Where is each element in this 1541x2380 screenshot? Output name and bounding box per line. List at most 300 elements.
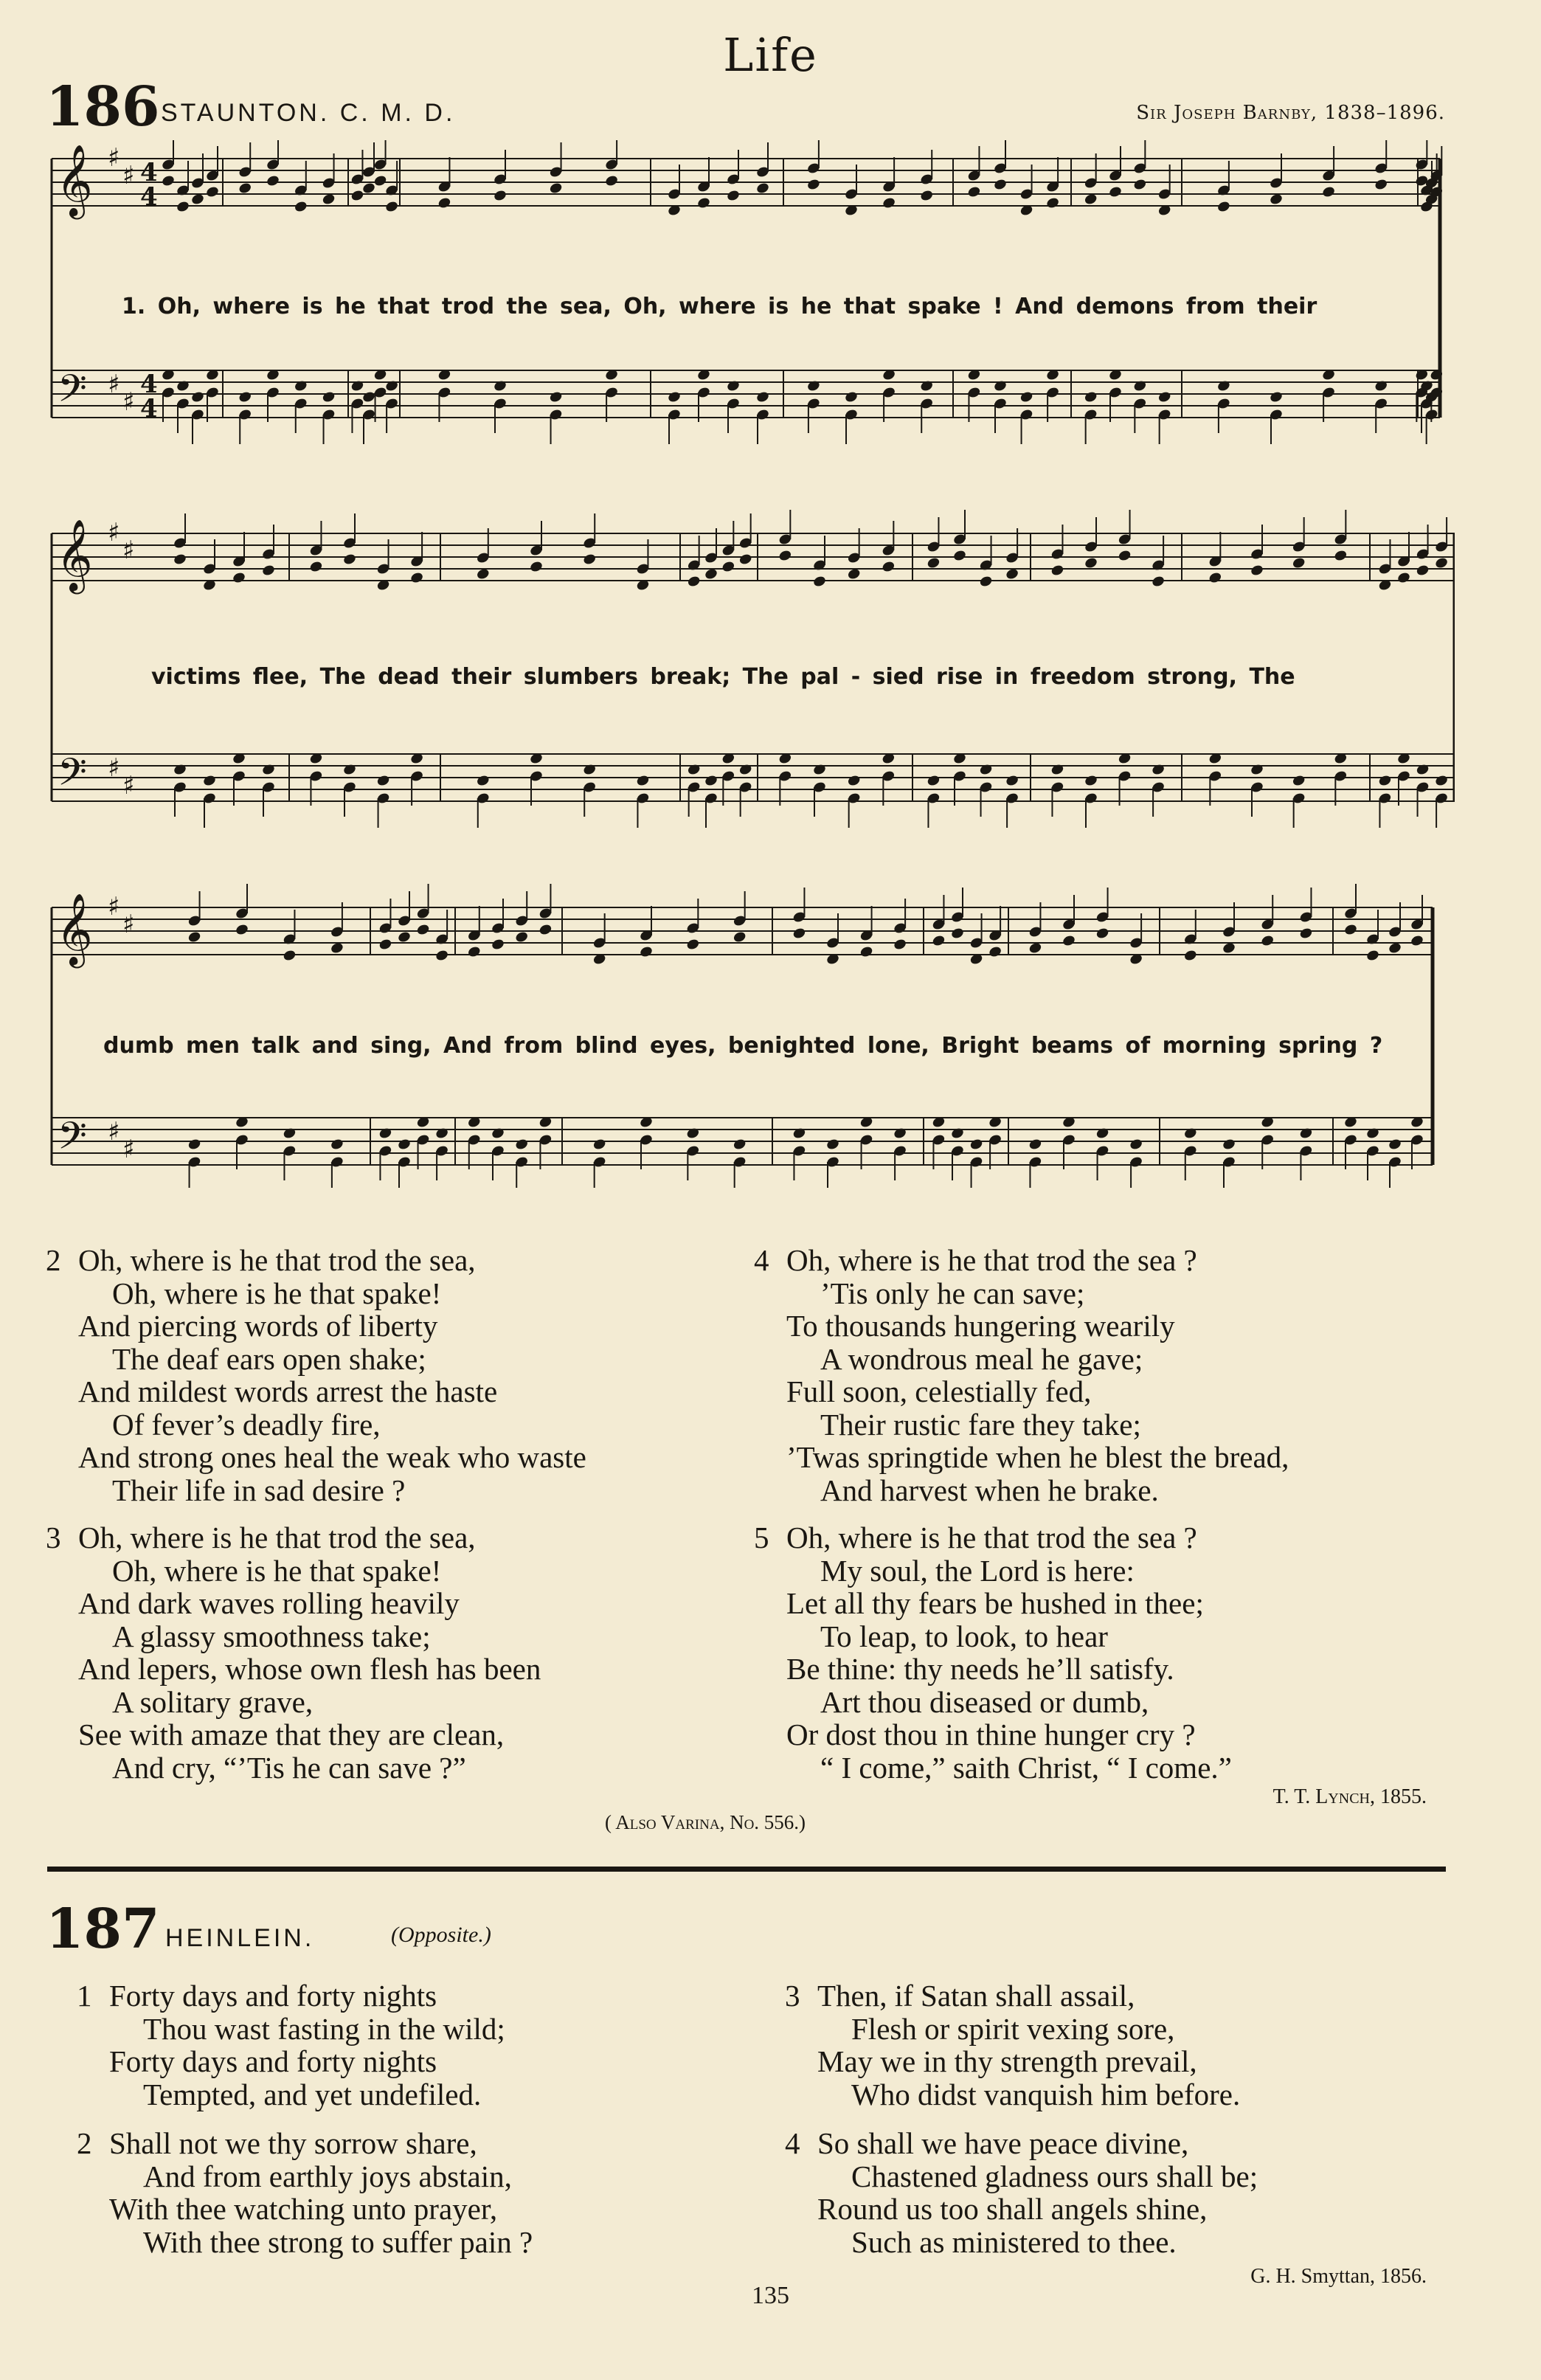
note-head [409, 571, 424, 584]
verse-line [754, 1620, 1289, 1653]
verse-line [754, 1474, 1289, 1507]
note-head [927, 556, 941, 570]
note-head [176, 200, 190, 213]
note-head [1019, 390, 1034, 404]
verse-text: Oh, where is he that spake! [112, 1276, 442, 1310]
note-head [778, 549, 793, 562]
note-head [1084, 556, 1098, 570]
note-head [932, 934, 946, 947]
note-head [529, 560, 544, 573]
note-head [1365, 1127, 1380, 1140]
time-sig-treble: 4 [140, 158, 158, 187]
note-head [733, 930, 747, 944]
note-head [1095, 1127, 1110, 1140]
verse-line [46, 1751, 586, 1785]
note-head [582, 553, 597, 566]
verse-line [77, 2193, 533, 2226]
note-head [493, 189, 508, 202]
verse-text: Oh, where is he that trod the sea, [78, 1521, 476, 1554]
note-head [825, 1138, 840, 1151]
note-head [283, 1127, 297, 1140]
note-head [378, 938, 393, 951]
note-head [514, 1138, 529, 1151]
note-head [979, 763, 994, 776]
sharp-sign: ♯ [122, 910, 135, 939]
note-head [361, 390, 376, 404]
sharp-sign: ♯ [108, 143, 120, 173]
verse-text: Their rustic fare they take; [820, 1407, 1141, 1442]
note-head [514, 930, 529, 944]
note-head [812, 575, 827, 588]
note-head [1269, 390, 1284, 404]
note-head [1416, 564, 1430, 577]
verse-line [754, 1718, 1289, 1751]
verse-line [754, 1244, 1289, 1277]
note-head [1157, 390, 1172, 404]
verse-text: Who didst vanquish him before. [851, 2077, 1241, 2111]
note-head [1084, 774, 1098, 787]
verse-line [77, 2078, 533, 2111]
note-head [1133, 178, 1148, 191]
verse-text: Of fever’s deadly fire, [112, 1407, 381, 1442]
note-head [190, 390, 205, 404]
verse-text: And harvest when he brake. [820, 1473, 1159, 1507]
note-head [639, 945, 654, 958]
note-head [549, 390, 564, 404]
note-head [238, 390, 252, 404]
also-tune-note: ( Also Varina, No. 556.) [605, 1811, 806, 1833]
verse-line [46, 1620, 586, 1653]
note-head [1416, 763, 1430, 776]
verse-line [785, 2013, 1258, 2046]
verse-line [754, 1408, 1289, 1442]
verse-text: Oh, where is he that trod the sea ? [786, 1243, 1197, 1277]
verse-line [46, 1474, 586, 1507]
verse-line [754, 1653, 1289, 1686]
note-head [437, 196, 452, 210]
verses-left-column [46, 1244, 586, 1784]
verse-text: And mildest words arrest the haste [78, 1374, 498, 1408]
verse-text: A solitary grave, [112, 1684, 314, 1719]
verse-line [46, 1310, 586, 1343]
note-head [1216, 379, 1231, 392]
verse-stanza [785, 2127, 1258, 2258]
note-head [1222, 1138, 1236, 1151]
note-head [202, 774, 217, 787]
note-head [397, 930, 412, 944]
verse-line [46, 1587, 586, 1620]
verse-text: And cry, “’Tis he can save ?” [112, 1750, 466, 1785]
verse-text: Round us too shall angels shine, [817, 2192, 1208, 2226]
note-head [1151, 763, 1166, 776]
author-credit: T. T. Lynch, 1855. [1272, 1785, 1427, 1808]
note-head [952, 549, 967, 562]
sharp-sign: ♯ [108, 518, 120, 547]
note-head [350, 379, 365, 392]
note-head [176, 379, 190, 392]
verses-187-left [77, 1979, 533, 2258]
lyric-line-3: dumb men talk and sing, And from blind eyes, benighted lone, Bright beams of morning spring ? [103, 1033, 1383, 1059]
note-head [309, 560, 324, 573]
note-head [721, 560, 736, 573]
verse-number: 3 [46, 1521, 61, 1554]
note-head [667, 390, 682, 404]
note-head [1045, 196, 1060, 210]
sharp-sign: ♯ [108, 1117, 120, 1146]
verse-text: Then, if Satan shall assail, [817, 1979, 1135, 2013]
verse-number: 2 [77, 2126, 92, 2160]
note-head [755, 181, 770, 195]
author-credit-187: G. H. Smyttan, 1856. [1250, 2265, 1427, 2288]
note-head [350, 189, 365, 202]
verse-text: Flesh or spirit vexing sore, [851, 2011, 1175, 2046]
note-head [738, 763, 753, 776]
verse-line [785, 2045, 1258, 2078]
verse-line [785, 2226, 1258, 2259]
tune-name: STAUNTON. C. M. D. [161, 99, 456, 127]
note-head [792, 927, 807, 940]
verse-stanza [46, 1244, 586, 1506]
note-head [592, 1138, 607, 1151]
note-head [1108, 185, 1123, 198]
verse-line [46, 1653, 586, 1686]
note-head [1062, 934, 1076, 947]
verse-text: See with amaze that they are clean, [78, 1717, 505, 1751]
note-head [993, 178, 1008, 191]
note-head [1434, 556, 1449, 570]
sharp-sign: ♯ [122, 771, 135, 800]
verse-line [77, 2013, 533, 2046]
note-head [322, 390, 336, 404]
note-head [1321, 185, 1336, 198]
verse-line [46, 1554, 586, 1588]
verse-number: 5 [754, 1521, 769, 1554]
note-head [1374, 379, 1388, 392]
note-head [232, 571, 246, 584]
hymn-number: 186 [46, 75, 160, 139]
verse-text: And strong ones heal the weak who waste [78, 1440, 586, 1474]
verse-text: And piercing words of liberty [78, 1309, 438, 1343]
verse-text: Shall not we thy sorrow share, [109, 2126, 477, 2160]
note-head [187, 1138, 202, 1151]
sharp-sign: ♯ [122, 1135, 135, 1164]
verse-line [46, 1521, 586, 1554]
note-head [844, 390, 859, 404]
note-head [384, 379, 399, 392]
note-head [434, 1127, 449, 1140]
note-head [950, 927, 965, 940]
verse-text: To leap, to look, to hear [820, 1619, 1108, 1653]
note-head [738, 553, 753, 566]
note-head [726, 379, 741, 392]
note-head [1396, 571, 1411, 584]
note-head [988, 945, 1002, 958]
note-head [283, 949, 297, 962]
bass-clef: 𝄢 [58, 1113, 87, 1167]
lyric-line-1: 1. Oh, where is he that trod the sea, Oh, where is he that spake ! And demons from their [122, 294, 1317, 319]
sharp-sign: ♯ [122, 161, 135, 190]
verse-line [785, 2127, 1258, 2160]
verse-text: So shall we have peace divine, [817, 2126, 1189, 2160]
note-head [173, 553, 187, 566]
note-head [1050, 564, 1065, 577]
verse-stanza [754, 1521, 1289, 1784]
time-sig-bass: 4 [140, 370, 158, 399]
verse-text: The deaf ears open shake; [112, 1341, 426, 1376]
verse-line [754, 1375, 1289, 1408]
note-head [1299, 927, 1314, 940]
verse-line [46, 1408, 586, 1442]
note-head [1133, 379, 1148, 392]
verse-line [46, 1277, 586, 1310]
verse-line [46, 1686, 586, 1719]
note-head [491, 938, 505, 951]
verse-line [754, 1343, 1289, 1376]
verse-text: Forty days and forty nights [109, 2044, 437, 2078]
note-head [1208, 571, 1223, 584]
note-head [1299, 1127, 1314, 1140]
note-head [686, 1127, 701, 1140]
note-head [806, 178, 821, 191]
time-sig-bass: 4 [140, 394, 158, 423]
note-head [1118, 549, 1132, 562]
note-head [755, 390, 770, 404]
note-head [378, 1127, 393, 1140]
treble-clef: 𝄞 [56, 519, 93, 591]
note-head [1292, 556, 1306, 570]
tune-note-187: (Opposite.) [391, 1923, 491, 1947]
note-head [261, 564, 276, 577]
note-head [1250, 564, 1264, 577]
note-head [1129, 1138, 1143, 1151]
sharp-sign: ♯ [122, 387, 135, 417]
note-head [726, 189, 741, 202]
verse-text: Oh, where is he that trod the sea ? [786, 1521, 1197, 1554]
verse-text: Be thine: thy needs he’ll satisfy. [786, 1652, 1174, 1686]
verse-line [785, 2160, 1258, 2193]
note-head [1343, 923, 1358, 936]
section-title: Life [723, 28, 818, 82]
verse-line [46, 1718, 586, 1751]
verse-text: Their life in sad desire ? [112, 1473, 406, 1507]
note-head [361, 181, 376, 195]
note-head [969, 1138, 984, 1151]
verse-text: And from earthly joys abstain, [143, 2159, 512, 2193]
verse-text: ’Twas springtide when he blest the bread, [786, 1440, 1289, 1474]
note-head [491, 1127, 505, 1140]
verse-text: Oh, where is he that trod the sea, [78, 1243, 476, 1277]
note-head [1050, 763, 1065, 776]
note-head [704, 774, 718, 787]
verse-stanza [785, 1979, 1258, 2111]
note-head [993, 379, 1008, 392]
section-divider [47, 1867, 1446, 1872]
note-head [1260, 934, 1275, 947]
sharp-sign: ♯ [108, 753, 120, 783]
verse-line [754, 1310, 1289, 1343]
note-head [604, 174, 619, 187]
note-head [950, 1127, 965, 1140]
note-head [882, 196, 896, 210]
note-head [847, 774, 862, 787]
note-head [636, 774, 651, 787]
note-head [882, 560, 896, 573]
time-sig-treble: 4 [140, 182, 158, 212]
verse-text: To thousands hungering wearily [786, 1309, 1175, 1343]
note-head [733, 1138, 747, 1151]
verses-187-right [785, 1979, 1258, 2258]
verse-text: Art thou diseased or dumb, [820, 1684, 1149, 1719]
verse-text: And dark waves rolling heavily [78, 1586, 460, 1620]
verse-line [46, 1441, 586, 1474]
verse-line [46, 1375, 586, 1408]
note-head [806, 379, 821, 392]
page-number: 135 [752, 2282, 789, 2309]
note-head [1378, 774, 1393, 787]
note-head [235, 923, 249, 936]
note-head [967, 185, 982, 198]
verse-number: 3 [785, 1979, 800, 2013]
note-head [397, 1138, 412, 1151]
note-head [294, 379, 308, 392]
treble-clef: 𝄞 [56, 893, 93, 965]
sharp-sign: ♯ [108, 370, 120, 399]
note-head [205, 185, 220, 198]
note-head [238, 181, 252, 195]
note-head [979, 575, 994, 588]
sharp-sign: ♯ [122, 536, 135, 565]
note-head [696, 196, 711, 210]
verse-text: And lepers, whose own flesh has been [78, 1652, 541, 1686]
verse-text: Tempted, and yet undefiled. [143, 2077, 482, 2111]
verse-text: “ I come,” saith Christ, “ I come.” [820, 1750, 1232, 1785]
note-head [173, 763, 187, 776]
note-head [1151, 575, 1166, 588]
note-head [582, 763, 597, 776]
verse-line [77, 2045, 533, 2078]
verse-line [785, 2193, 1258, 2226]
note-head [1292, 774, 1306, 787]
note-head [266, 174, 280, 187]
note-head [476, 774, 491, 787]
note-head [1005, 774, 1019, 787]
note-head [927, 774, 941, 787]
verse-line [754, 1277, 1289, 1310]
note-head [1095, 927, 1110, 940]
note-head [893, 938, 907, 951]
verse-number: 1 [77, 1979, 92, 2013]
note-head [1250, 763, 1264, 776]
verse-line [46, 1244, 586, 1277]
note-head [687, 763, 702, 776]
verse-text: Chastened gladness ours shall be; [851, 2159, 1258, 2193]
lyric-line-2: victims flee, The dead their slumbers break; The pal - sied rise in freedom strong, The [151, 664, 1295, 690]
note-head [373, 174, 388, 187]
note-head [294, 200, 308, 213]
verse-text: Let all thy fears be hushed in thee; [786, 1586, 1204, 1620]
verse-stanza [77, 2127, 533, 2258]
note-head [919, 379, 934, 392]
note-head [539, 923, 553, 936]
verses-right-column [754, 1244, 1289, 1784]
note-head [416, 923, 431, 936]
note-head [376, 774, 391, 787]
note-head [1216, 200, 1231, 213]
verse-line [785, 1979, 1258, 2013]
note-head [1365, 949, 1380, 962]
verse-line [77, 1979, 533, 2013]
verse-text: Oh, where is he that spake! [112, 1553, 442, 1588]
note-head [1334, 549, 1348, 562]
note-head [187, 930, 202, 944]
verse-line [754, 1587, 1289, 1620]
note-head [686, 938, 701, 951]
verse-text: Thou wast fasting in the wild; [143, 2011, 505, 2046]
verse-text: Such as ministered to thee. [851, 2224, 1177, 2259]
note-head [493, 379, 508, 392]
tune-name-187: HEINLEIN. [165, 1924, 315, 1952]
verse-line [754, 1554, 1289, 1588]
verse-line [754, 1521, 1289, 1554]
note-head [434, 949, 449, 962]
note-head [261, 763, 276, 776]
verse-text: Full soon, celestially fed, [786, 1374, 1092, 1408]
hymn-number-187: 187 [46, 1898, 160, 1961]
verse-stanza [754, 1244, 1289, 1506]
bass-clef: 𝄢 [58, 750, 87, 803]
note-head [1084, 390, 1098, 404]
note-head [342, 553, 357, 566]
verse-text: A wondrous meal he gave; [820, 1341, 1143, 1376]
note-head [330, 1138, 344, 1151]
note-head [1183, 949, 1198, 962]
verse-line [77, 2127, 533, 2160]
sharp-sign: ♯ [108, 892, 120, 921]
verse-number: 4 [754, 1243, 769, 1277]
verse-text: Forty days and forty nights [109, 1979, 437, 2013]
note-head [893, 1127, 907, 1140]
verse-stanza [46, 1521, 586, 1784]
verse-stanza [77, 1979, 533, 2111]
note-head [1028, 1138, 1043, 1151]
note-head [1183, 1127, 1198, 1140]
treble-clef: 𝄞 [56, 144, 93, 216]
note-head [1410, 934, 1424, 947]
note-head [792, 1127, 807, 1140]
verse-line [754, 1441, 1289, 1474]
verse-line [77, 2226, 533, 2259]
note-head [1374, 178, 1388, 191]
note-head [1388, 1138, 1402, 1151]
note-head [812, 763, 827, 776]
verse-line [46, 1343, 586, 1376]
verse-line [754, 1686, 1289, 1719]
verse-line [785, 2078, 1258, 2111]
note-head [467, 945, 482, 958]
bass-clef: 𝄢 [58, 366, 87, 420]
verse-text: A glassy smoothness take; [112, 1619, 431, 1653]
verse-text: ’Tis only he can save; [820, 1276, 1085, 1310]
verse-text: Or dost thou in thine hunger cry ? [786, 1717, 1196, 1751]
verse-line [754, 1751, 1289, 1785]
note-head [161, 174, 176, 187]
verse-number: 4 [785, 2126, 800, 2160]
verse-text: With thee watching unto prayer, [109, 2192, 498, 2226]
note-head [687, 575, 702, 588]
note-head [342, 763, 357, 776]
verse-line [77, 2160, 533, 2193]
note-head [919, 189, 934, 202]
